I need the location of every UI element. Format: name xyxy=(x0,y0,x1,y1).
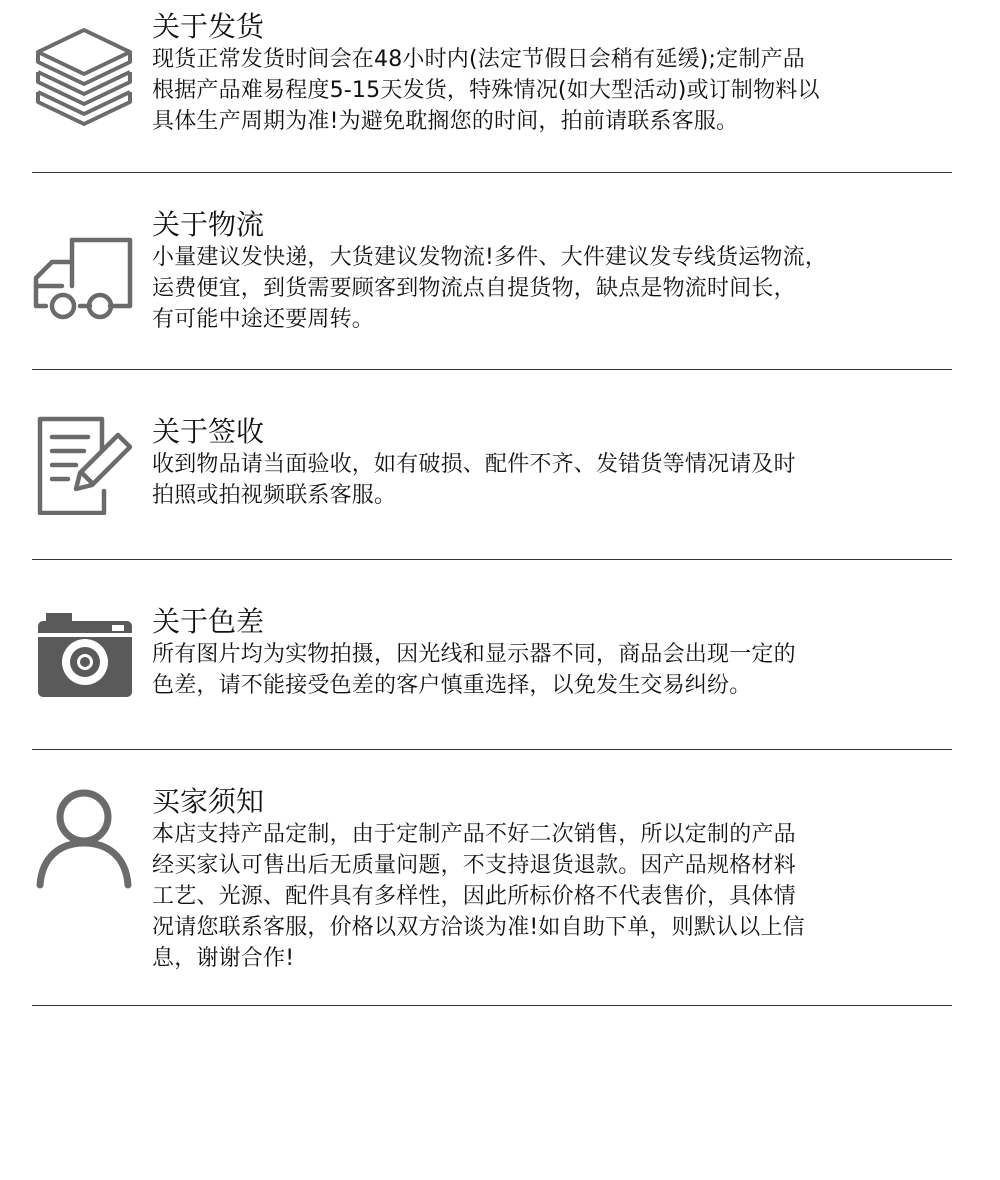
section-signing xyxy=(32,371,952,560)
body-line: 根据产品难易程度5-15天发货，特殊情况(如大型活动)或订制物料以 xyxy=(152,78,820,103)
body-line: 具体生产周期为准!为避免耽搁您的时间，拍前请联系客服。 xyxy=(152,109,739,134)
body-line: 运费便宜，到货需要顾客到物流点自提货物，缺点是物流时间长， xyxy=(152,276,796,301)
section-color-difference xyxy=(32,561,952,750)
section-title: 关于物流 xyxy=(152,208,265,241)
section-title: 关于色差 xyxy=(152,605,265,638)
section-title: 关于发货 xyxy=(152,10,265,43)
section-buyer-notice xyxy=(32,751,952,1006)
section-logistics xyxy=(32,174,952,370)
section-shipping xyxy=(32,0,952,173)
body-line: 所有图片均为实物拍摄，因光线和显示器不同，商品会出现一定的 xyxy=(152,642,796,667)
body-line: 有可能中途还要周转。 xyxy=(152,307,375,332)
section-title: 买家须知 xyxy=(152,785,265,818)
delivery-truck-icon xyxy=(32,226,136,330)
body-line: 经买家认可售出后无质量问题，不支持退货退款。因产品规格材料 xyxy=(152,853,796,878)
body-line: 收到物品请当面验收，如有破损、配件不齐、发错货等情况请及时 xyxy=(152,452,796,477)
document-edit-icon xyxy=(32,411,136,515)
body-line: 现货正常发货时间会在48小时内(法定节假日会稍有延缓);定制产品 xyxy=(152,47,805,72)
section-text xyxy=(152,785,952,974)
body-line: 色差，请不能接受色差的客户慎重选择，以免发生交易纠纷。 xyxy=(152,673,752,698)
user-icon xyxy=(32,785,136,889)
section-text xyxy=(152,10,952,137)
body-line: 拍照或拍视频联系客服。 xyxy=(152,483,397,508)
stacked-layers-icon xyxy=(32,22,136,126)
section-text xyxy=(152,208,952,335)
body-line: 本店支持产品定制，由于定制产品不好二次销售，所以定制的产品 xyxy=(152,822,796,847)
section-body xyxy=(152,44,952,137)
section-body xyxy=(152,819,952,974)
body-line: 工艺、光源、配件具有多样性，因此所标价格不代表售价，具体情 xyxy=(152,884,796,909)
section-title: 关于签收 xyxy=(152,415,265,448)
camera-icon xyxy=(32,603,136,707)
body-line: 小量建议发快递，大货建议发物流!多件、大件建议发专线货运物流， xyxy=(152,245,828,270)
section-body xyxy=(152,449,952,511)
section-text xyxy=(152,415,952,511)
section-body xyxy=(152,639,952,701)
section-body xyxy=(152,242,952,335)
body-line: 况请您联系客服，价格以双方洽谈为准!如自助下单，则默认以上信 xyxy=(152,915,805,940)
body-line: 息，谢谢合作! xyxy=(152,946,295,971)
section-text xyxy=(152,605,952,701)
